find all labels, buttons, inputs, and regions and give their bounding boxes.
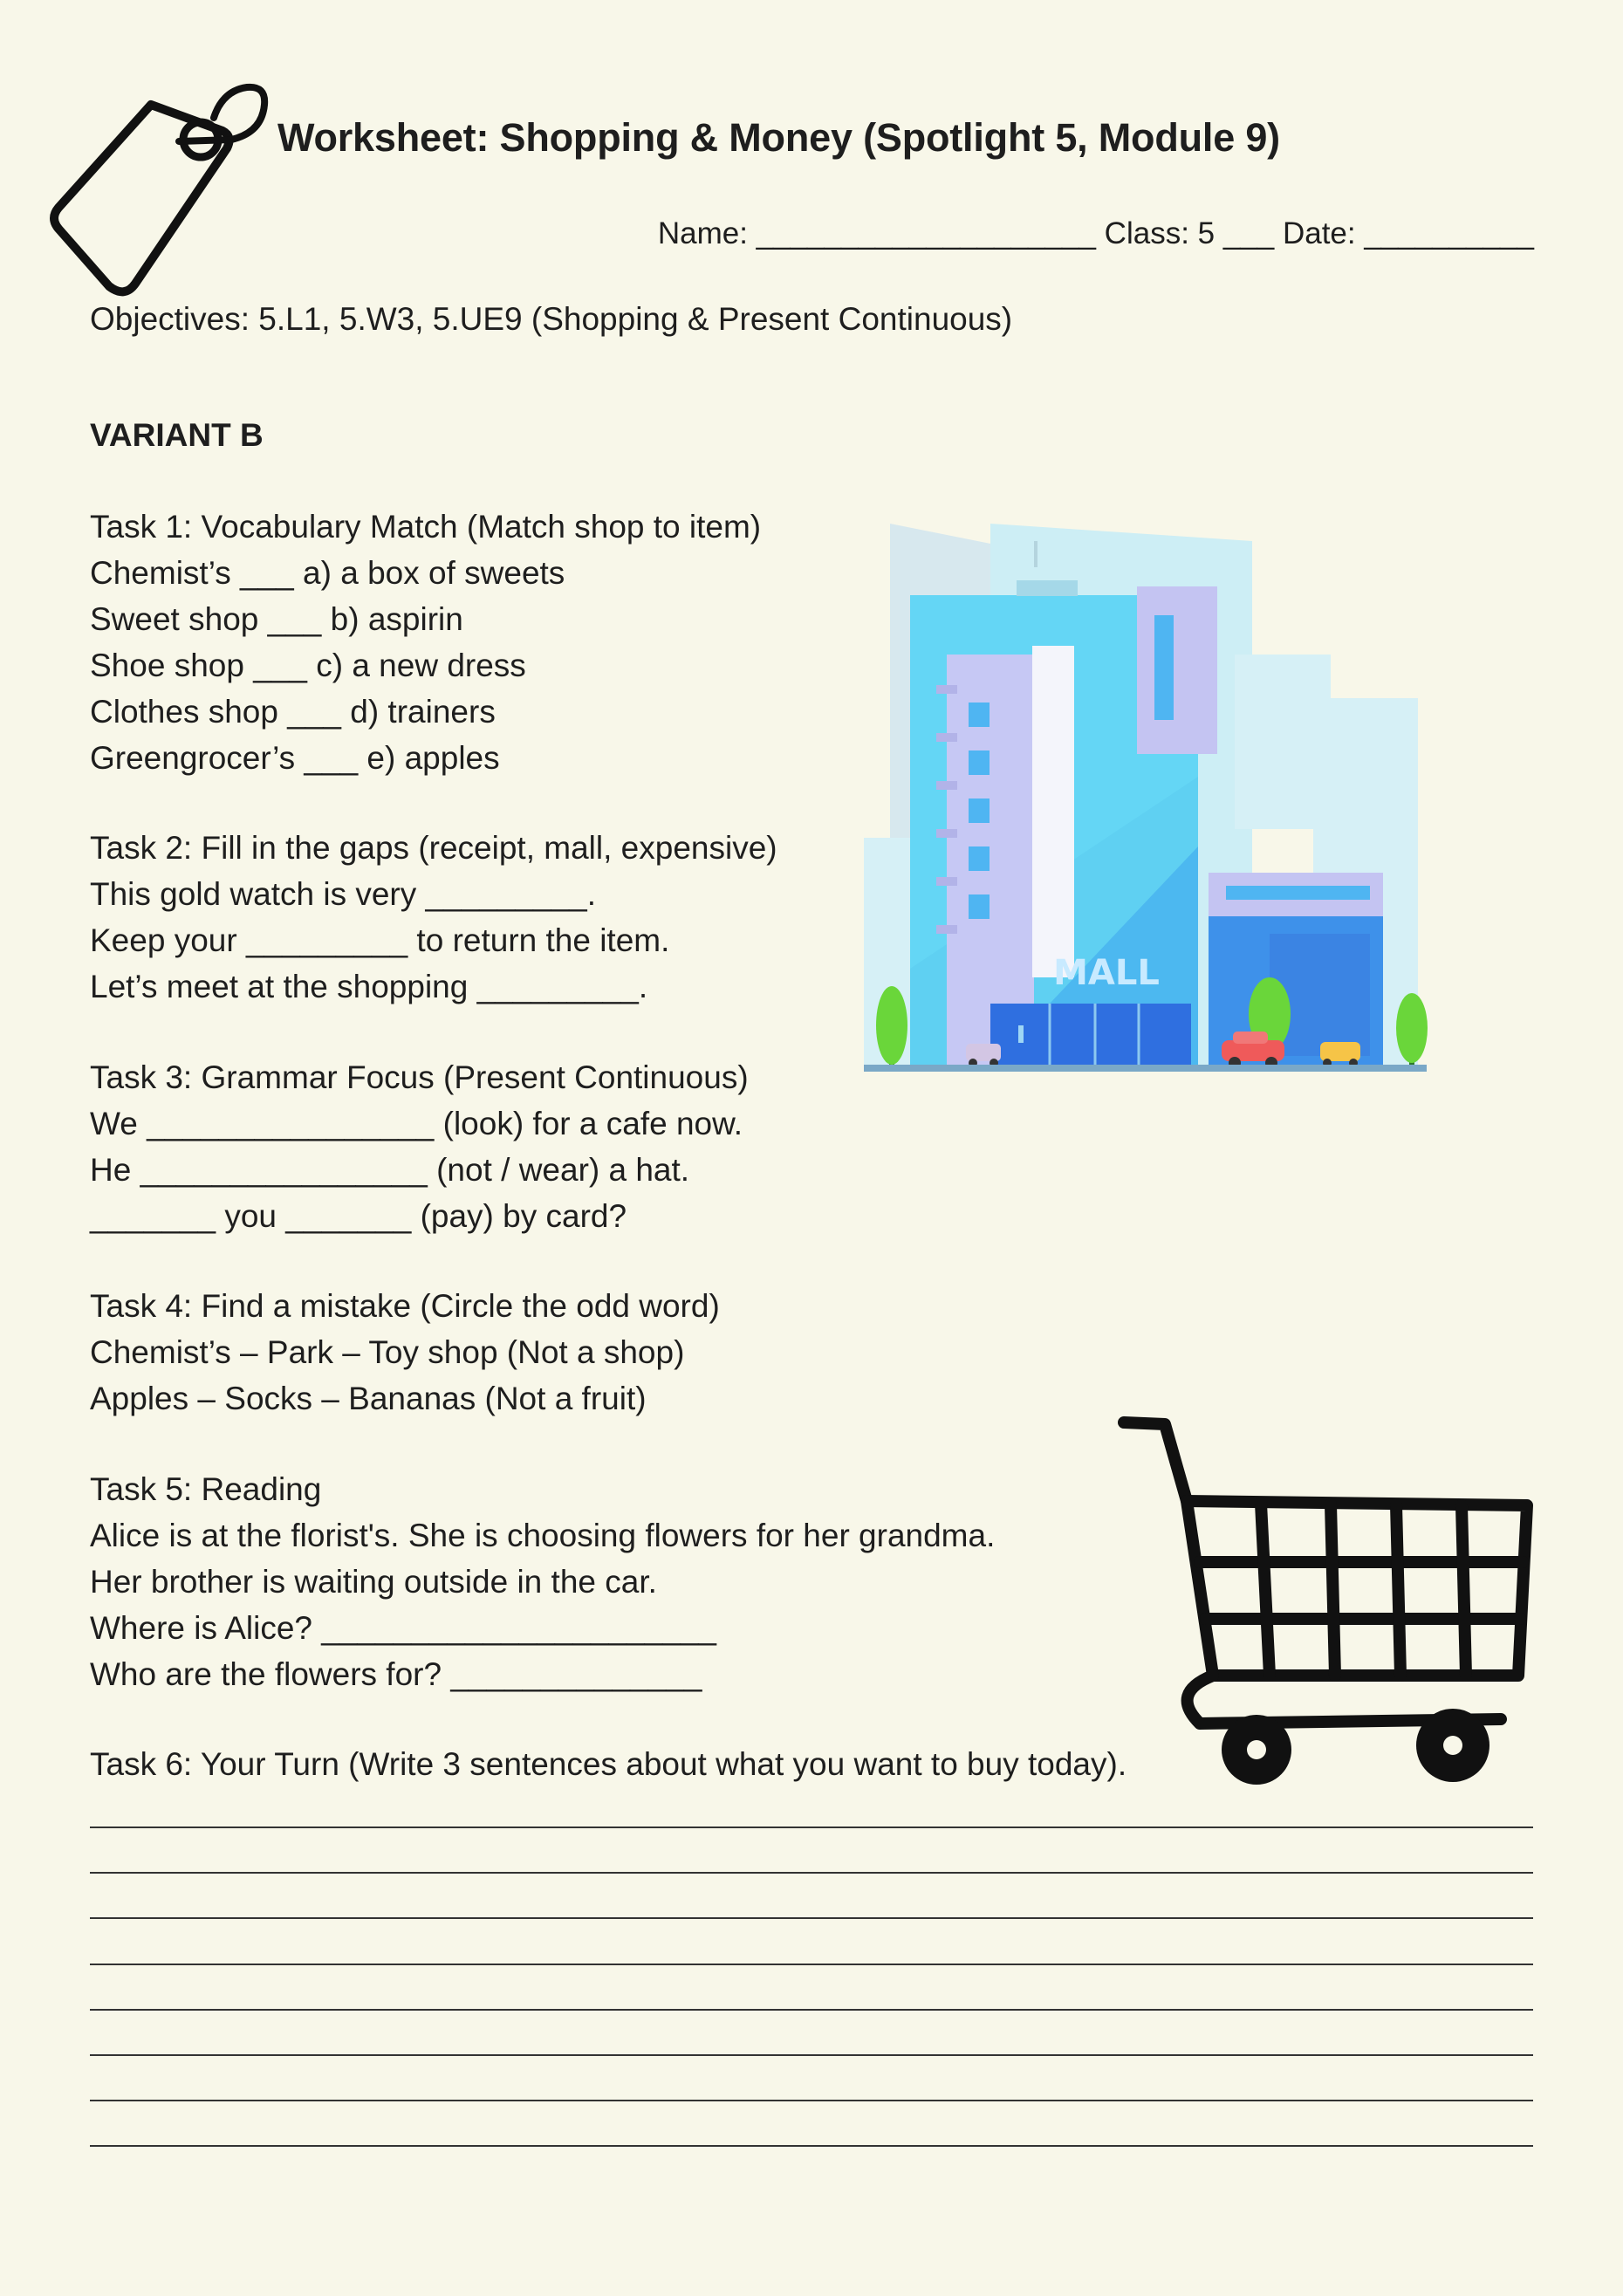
task1-item: Sweet shop ___ b) aspirin: [90, 601, 463, 637]
task2-title: Task 2: Fill in the gaps (receipt, mall, expensive): [90, 830, 777, 866]
task4-title: Task 4: Find a mistake (Circle the odd word): [90, 1288, 720, 1324]
variant-heading: VARIANT B: [90, 417, 264, 453]
task1-item: Shoe shop ___ c) a new dress: [90, 648, 526, 683]
task2-item: Keep your _________ to return the item.: [90, 922, 670, 958]
mall-sign: MALL: [1053, 953, 1160, 993]
shopping-mall-illustration: [859, 515, 1431, 1086]
task4-item: Apples – Socks – Bananas (Not a fruit): [90, 1381, 647, 1416]
task5-title: Task 5: Reading: [90, 1471, 322, 1507]
task1-item: Greengrocer’s ___ e) apples: [90, 740, 500, 776]
task2-item: This gold watch is very _________.: [90, 876, 597, 912]
task2-item: Let’s meet at the shopping _________.: [90, 969, 648, 1004]
task5-item: Alice is at the florist's. She is choosing flowers for her grandma.: [90, 1518, 996, 1553]
task5-item: Where is Alice? ______________________: [90, 1610, 716, 1646]
page-title: Worksheet: Shopping & Money (Spotlight 5, Module 9): [277, 115, 1280, 160]
task5-item: Who are the flowers for? ______________: [90, 1656, 702, 1692]
price-tag-icon: [48, 79, 279, 305]
task3-item: We ________________ (look) for a cafe now.: [90, 1106, 743, 1141]
shopping-cart-icon: [1117, 1414, 1540, 1798]
task6-title: Task 6: Your Turn (Write 3 sentences about what you want to buy today).: [90, 1746, 1127, 1782]
task5-item: Her brother is waiting outside in the car.: [90, 1564, 657, 1600]
student-info-line: Name: ____________________ Class: 5 ___ Date: __________: [657, 216, 1534, 250]
task3-item: He ________________ (not / wear) a hat.: [90, 1152, 690, 1188]
task3-item: _______ you _______ (pay) by card?: [90, 1198, 627, 1234]
writing-line[interactable]: [90, 2145, 1533, 2147]
writing-line[interactable]: [90, 1827, 1533, 1828]
task3-title: Task 3: Grammar Focus (Present Continuous): [90, 1059, 749, 1095]
writing-line[interactable]: [90, 2009, 1533, 2011]
writing-line[interactable]: [90, 2100, 1533, 2101]
task1-title: Task 1: Vocabulary Match (Match shop to item): [90, 509, 762, 545]
writing-line[interactable]: [90, 1964, 1533, 1965]
task1-item: Clothes shop ___ d) trainers: [90, 694, 496, 730]
writing-line[interactable]: [90, 1872, 1533, 1874]
objectives: Objectives: 5.L1, 5.W3, 5.UE9 (Shopping & Present Continuous): [90, 301, 1013, 337]
writing-line[interactable]: [90, 2054, 1533, 2056]
writing-line[interactable]: [90, 1917, 1533, 1919]
task4-item: Chemist’s – Park – Toy shop (Not a shop): [90, 1334, 685, 1370]
task1-item: Chemist’s ___ a) a box of sweets: [90, 555, 565, 591]
